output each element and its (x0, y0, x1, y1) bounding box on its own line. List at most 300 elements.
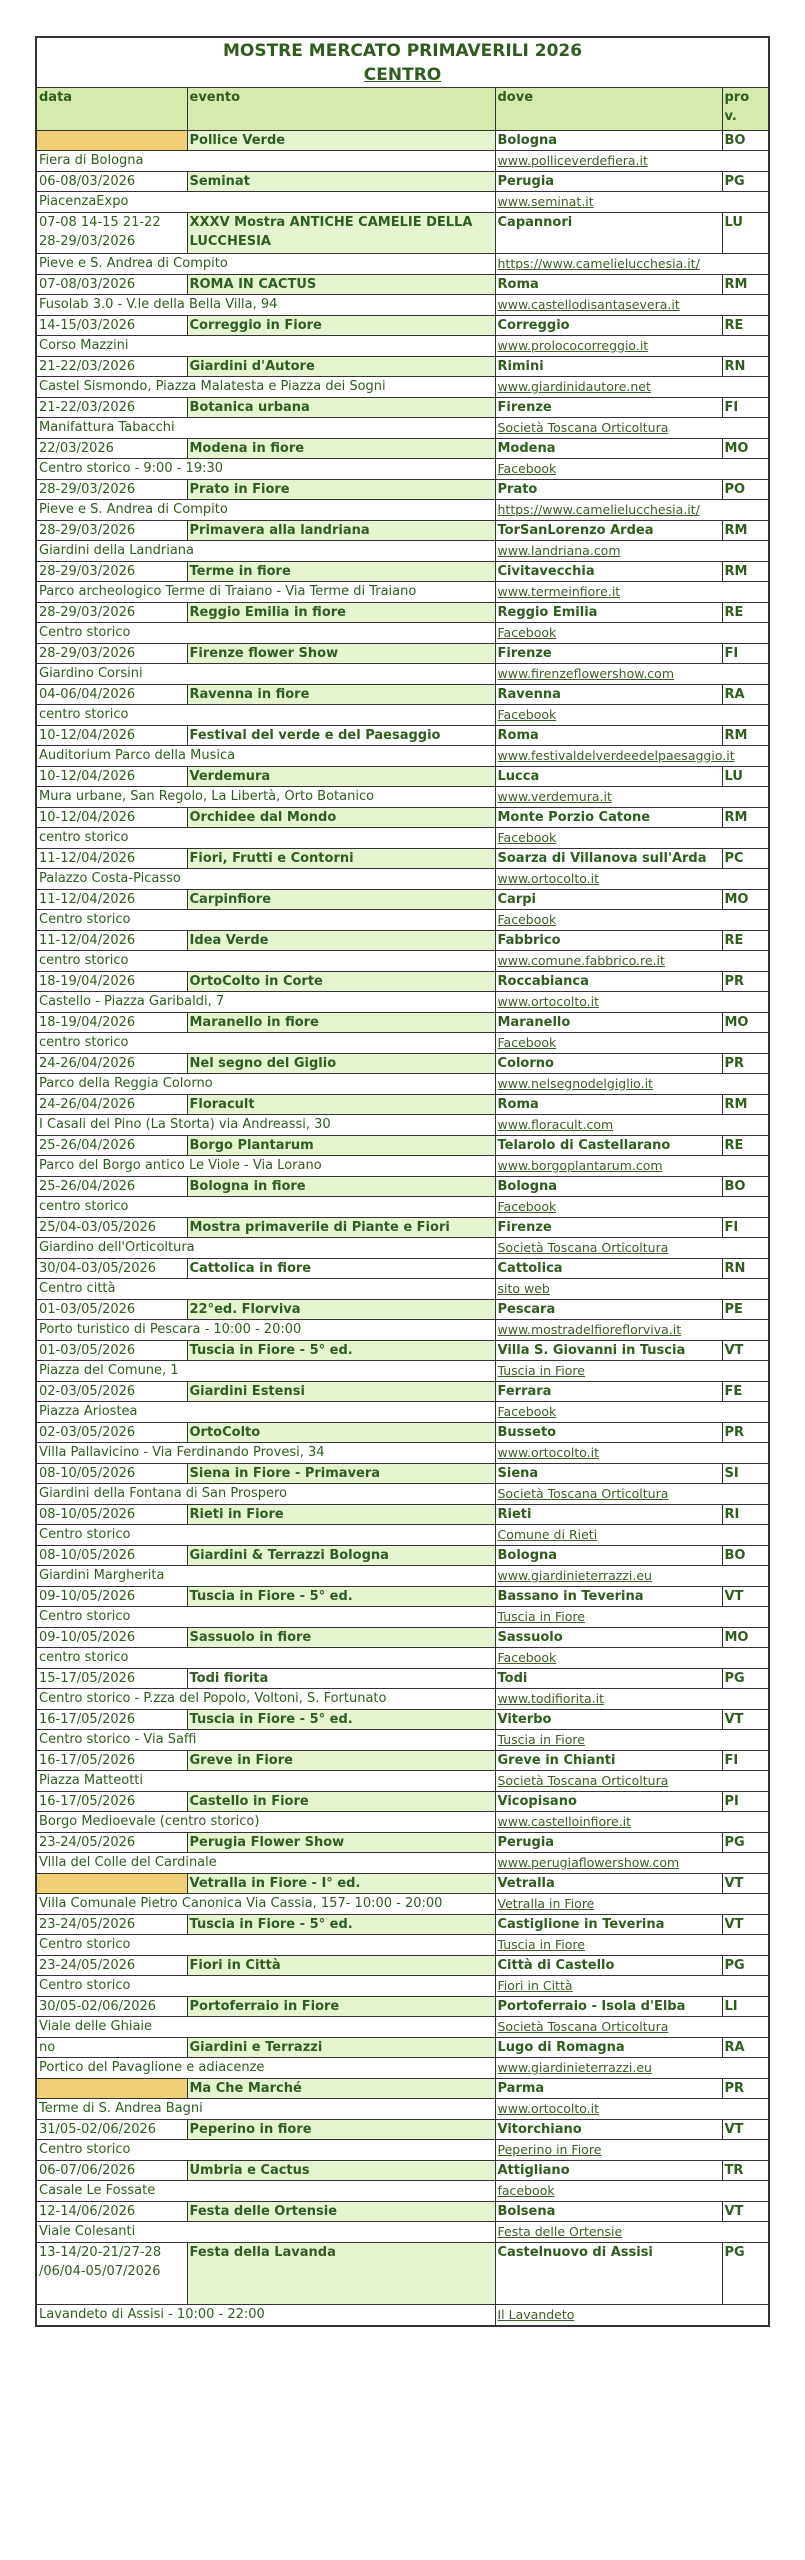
event-link-cell (495, 2140, 769, 2161)
event-name: Correggio in Fiore (187, 316, 495, 336)
event-date: 25-26/04/2026 (36, 1136, 187, 1156)
event-name: Pollice Verde (187, 131, 495, 151)
event-date: 06-08/03/2026 (36, 172, 187, 192)
event-link-cell (495, 459, 769, 480)
event-province: PG (722, 172, 769, 192)
event-province: RM (722, 808, 769, 828)
event-venue: Parco archeologico Terme di Traiano - Via Terme di Traiano (36, 582, 495, 603)
event-link[interactable]: Società Toscana Orticoltura (497, 420, 669, 435)
event-date: 25-26/04/2026 (36, 1177, 187, 1197)
event-link[interactable]: www.perugiaflowershow.com (497, 1855, 680, 1870)
event-row (36, 2079, 769, 2099)
event-province: PG (722, 1956, 769, 1976)
event-row (36, 1710, 769, 1730)
event-link-cell (495, 1730, 769, 1751)
event-row (36, 1341, 769, 1361)
event-name: Tuscia in Fiore - 5° ed. (187, 1587, 495, 1607)
event-link-cell (495, 1566, 769, 1587)
event-venue: Villa Comunale Pietro Canonica Via Cassia, 157- 10:00 - 20:00 (36, 1894, 495, 1915)
event-province: BO (722, 131, 769, 151)
event-link-cell (495, 705, 769, 726)
event-detail-row (36, 336, 769, 357)
event-name: Tuscia in Fiore - 5° ed. (187, 1915, 495, 1935)
event-city: Perugia (495, 172, 722, 192)
event-province: PC (722, 849, 769, 869)
event-name: Greve in Fiore (187, 1751, 495, 1771)
event-link[interactable]: www.borgoplantarum.com (497, 1158, 663, 1173)
event-venue: Centro storico (36, 1607, 495, 1628)
event-detail-row (36, 1976, 769, 1997)
event-link[interactable]: Peperino in Fiore (497, 2142, 602, 2157)
event-detail-row (36, 2058, 769, 2079)
event-city: Lucca (495, 767, 722, 787)
event-link-cell (495, 1443, 769, 1464)
event-link-cell (495, 1197, 769, 1218)
event-detail-row (36, 1115, 769, 1136)
event-province: VT (722, 2202, 769, 2222)
event-date: 18-19/04/2026 (36, 972, 187, 992)
event-row (36, 521, 769, 541)
event-date: 09-10/05/2026 (36, 1628, 187, 1648)
event-link-cell (495, 295, 769, 316)
event-date (36, 1874, 187, 1894)
event-link[interactable]: www.giardinidautore.net (497, 379, 651, 394)
event-link[interactable]: www.festivaldelverdeedelpaesaggio.it (497, 748, 735, 763)
event-venue: Portico del Pavaglione e adiacenze (36, 2058, 495, 2079)
event-row (36, 1300, 769, 1320)
event-link[interactable]: Facebook (497, 1404, 557, 1419)
event-venue: centro storico (36, 1648, 495, 1669)
event-city: Parma (495, 2079, 722, 2099)
event-venue: Auditorium Parco della Musica (36, 746, 495, 767)
event-date: 21-22/03/2026 (36, 398, 187, 418)
event-link[interactable]: www.castelloinfiore.it (497, 1814, 632, 1829)
event-venue: Lavandeto di Assisi - 10:00 - 22:00 (36, 2305, 495, 2327)
event-province: FI (722, 1218, 769, 1238)
event-link[interactable]: Facebook (497, 1035, 557, 1050)
event-date: 23-24/05/2026 (36, 1833, 187, 1853)
event-link[interactable]: https://www.camelielucchesia.it/ (497, 502, 700, 517)
event-detail-row (36, 541, 769, 562)
event-link[interactable]: facebook (497, 2183, 555, 2198)
event-detail-row (36, 2099, 769, 2120)
event-date: 11-12/04/2026 (36, 931, 187, 951)
event-link[interactable]: Vetralla in Fiore (497, 1896, 595, 1911)
event-row (36, 1177, 769, 1197)
event-row (36, 644, 769, 664)
event-link[interactable]: www.giardinieterrazzi.eu (497, 1568, 652, 1583)
event-link[interactable]: www.floracult.com (497, 1117, 614, 1132)
event-detail-row (36, 1935, 769, 1956)
event-province: TR (722, 2161, 769, 2181)
event-row (36, 1587, 769, 1607)
event-date: 28-29/03/2026 (36, 480, 187, 500)
event-link[interactable]: www.termeinfiore.it (497, 584, 621, 599)
event-province: RN (722, 1259, 769, 1279)
event-name: Vetralla in Fiore - I° ed. (187, 1874, 495, 1894)
event-venue: centro storico (36, 1033, 495, 1054)
event-link[interactable]: www.ortocolto.it (497, 871, 600, 886)
event-name: Orchidee dal Mondo (187, 808, 495, 828)
event-link[interactable]: www.prolococorreggio.it (497, 338, 649, 353)
event-row (36, 1259, 769, 1279)
event-city: Bologna (495, 131, 722, 151)
event-province: FI (722, 644, 769, 664)
event-date: 16-17/05/2026 (36, 1710, 187, 1730)
event-link-cell (495, 151, 769, 172)
header-evento: evento (187, 88, 495, 131)
event-link[interactable]: www.castellodisantasevera.it (497, 297, 680, 312)
event-link[interactable]: www.polliceverdefiera.it (497, 153, 648, 168)
event-date: 15-17/05/2026 (36, 1669, 187, 1689)
event-province: RM (722, 1095, 769, 1115)
event-name: Siena in Fiore - Primavera (187, 1464, 495, 1484)
event-city: Greve in Chianti (495, 1751, 722, 1771)
event-city: Busseto (495, 1423, 722, 1443)
event-name: Rieti in Fiore (187, 1505, 495, 1525)
event-venue: Manifattura Tabacchi (36, 418, 495, 439)
event-link-cell (495, 1320, 769, 1341)
event-city: Correggio (495, 316, 722, 336)
event-date: 28-29/03/2026 (36, 521, 187, 541)
event-city: Perugia (495, 1833, 722, 1853)
event-link[interactable]: www.firenzeflowershow.com (497, 666, 675, 681)
event-link-cell (495, 500, 769, 521)
event-venue: Giardini Margherita (36, 1566, 495, 1587)
event-link-cell (495, 869, 769, 890)
event-name: Nel segno del Giglio (187, 1054, 495, 1074)
event-detail-row (36, 992, 769, 1013)
event-detail-row (36, 1156, 769, 1177)
event-city: Città di Castello (495, 1956, 722, 1976)
event-date: 21-22/03/2026 (36, 357, 187, 377)
events-sheet (35, 36, 768, 2327)
event-city: Bologna (495, 1546, 722, 1566)
event-province: VT (722, 1341, 769, 1361)
event-link[interactable]: www.verdemura.it (497, 789, 612, 804)
event-row (36, 439, 769, 459)
event-province: BO (722, 1546, 769, 1566)
title-line-1: MOSTRE MERCATO PRIMAVERILI 2026 (222, 41, 583, 61)
event-name: Firenze flower Show (187, 644, 495, 664)
event-date: 08-10/05/2026 (36, 1505, 187, 1525)
title-row (36, 37, 769, 88)
event-name: Prato in Fiore (187, 480, 495, 500)
event-row (36, 1833, 769, 1853)
event-detail-row (36, 2017, 769, 2038)
event-link[interactable]: Facebook (497, 1199, 557, 1214)
event-city: Colorno (495, 1054, 722, 1074)
event-link[interactable]: www.ortocolto.it (497, 994, 600, 1009)
event-date: 06-07/06/2026 (36, 2161, 187, 2181)
event-link[interactable]: Facebook (497, 625, 557, 640)
event-venue: Giardino Corsini (36, 664, 495, 685)
event-detail-row (36, 1525, 769, 1546)
event-link-cell (495, 2222, 769, 2243)
event-link[interactable]: Tuscia in Fiore (497, 1609, 585, 1624)
event-venue: Piazza Matteotti (36, 1771, 495, 1792)
event-link[interactable]: https://www.camelielucchesia.it/ (497, 256, 700, 271)
header-dove: dove (495, 88, 722, 131)
event-name: Giardini d'Autore (187, 357, 495, 377)
event-name: Festa delle Ortensie (187, 2202, 495, 2222)
event-date: 12-14/06/2026 (36, 2202, 187, 2222)
event-row (36, 1136, 769, 1156)
event-city: Firenze (495, 1218, 722, 1238)
event-province: PO (722, 480, 769, 500)
event-link[interactable]: www.seminat.it (497, 194, 594, 209)
event-link-cell (495, 192, 769, 213)
event-link-cell (495, 623, 769, 644)
event-link-cell (495, 2058, 769, 2079)
event-province: PE (722, 1300, 769, 1320)
event-city: Viterbo (495, 1710, 722, 1730)
event-name: Sassuolo in fiore (187, 1628, 495, 1648)
event-link[interactable]: Società Toscana Orticoltura (497, 1486, 669, 1501)
event-detail-row (36, 951, 769, 972)
event-province: PR (722, 2079, 769, 2099)
event-name: 22°ed. Florviva (187, 1300, 495, 1320)
event-link-cell (495, 418, 769, 439)
event-name: Floracult (187, 1095, 495, 1115)
event-venue: Centro storico - Via Saffi (36, 1730, 495, 1751)
event-link[interactable]: Facebook (497, 1650, 557, 1665)
event-link[interactable]: www.ortocolto.it (497, 2101, 600, 2116)
event-date: no (36, 2038, 187, 2058)
event-venue: Parco della Reggia Colorno (36, 1074, 495, 1095)
event-name: Cattolica in fiore (187, 1259, 495, 1279)
event-city: Prato (495, 480, 722, 500)
event-name: Festival del verde e del Paesaggio (187, 726, 495, 746)
event-name: XXXV Mostra ANTICHE CAMELIE DELLA LUCCHESIA (187, 213, 495, 254)
event-province: SI (722, 1464, 769, 1484)
event-city: Modena (495, 439, 722, 459)
event-city: Castelnuovo di Assisi (495, 2243, 722, 2305)
event-venue: Centro storico (36, 1935, 495, 1956)
event-detail-row (36, 1320, 769, 1341)
event-name: Todi fiorita (187, 1669, 495, 1689)
event-city: Carpi (495, 890, 722, 910)
event-date: 04-06/04/2026 (36, 685, 187, 705)
event-date: 23-24/05/2026 (36, 1915, 187, 1935)
event-row (36, 1915, 769, 1935)
event-link[interactable]: Facebook (497, 912, 557, 927)
event-link-cell (495, 1361, 769, 1382)
event-row (36, 2038, 769, 2058)
event-detail-row (36, 377, 769, 398)
event-detail-row (36, 2181, 769, 2202)
event-link-cell (495, 1853, 769, 1874)
event-city: Fabbrico (495, 931, 722, 951)
event-link[interactable]: www.nelsegnodelgiglio.it (497, 1076, 653, 1091)
event-link-cell (495, 1074, 769, 1095)
event-province: PR (722, 972, 769, 992)
event-row (36, 1423, 769, 1443)
event-city: Civitavecchia (495, 562, 722, 582)
event-detail-row (36, 1894, 769, 1915)
event-link-cell (495, 2305, 769, 2327)
event-detail-row (36, 2305, 769, 2327)
event-detail-row (36, 1648, 769, 1669)
event-city: Portoferraio - Isola d'Elba (495, 1997, 722, 2017)
event-venue: Pieve e S. Andrea di Compito (36, 254, 495, 275)
event-detail-row (36, 623, 769, 644)
event-name: Fiori in Città (187, 1956, 495, 1976)
event-name: Umbria e Cactus (187, 2161, 495, 2181)
event-detail-row (36, 1812, 769, 1833)
event-city: Cattolica (495, 1259, 722, 1279)
event-row (36, 767, 769, 787)
event-venue: Viale delle Ghiaie (36, 2017, 495, 2038)
event-province: PR (722, 1423, 769, 1443)
event-name: Idea Verde (187, 931, 495, 951)
event-name: Botanica urbana (187, 398, 495, 418)
event-link[interactable]: www.mostradelfioreflorviva.it (497, 1322, 682, 1337)
event-date: 28-29/03/2026 (36, 644, 187, 664)
event-row (36, 1956, 769, 1976)
event-venue: Fiera di Bologna (36, 151, 495, 172)
event-detail-row (36, 192, 769, 213)
event-city: Roma (495, 1095, 722, 1115)
event-name: Perugia Flower Show (187, 1833, 495, 1853)
event-venue: centro storico (36, 828, 495, 849)
event-link[interactable]: Società Toscana Orticoltura (497, 1773, 669, 1788)
event-detail-row (36, 1730, 769, 1751)
event-province: MO (722, 1628, 769, 1648)
event-province: PI (722, 1792, 769, 1812)
event-venue: Centro città (36, 1279, 495, 1300)
event-link[interactable]: www.landriana.com (497, 543, 621, 558)
event-date: 01-03/05/2026 (36, 1341, 187, 1361)
event-name: Giardini Estensi (187, 1382, 495, 1402)
event-date: 18-19/04/2026 (36, 1013, 187, 1033)
event-city: Roma (495, 726, 722, 746)
event-venue: Terme di S. Andrea Bagni (36, 2099, 495, 2120)
event-link[interactable]: Comune di Rieti (497, 1527, 598, 1542)
event-link[interactable]: Società Toscana Orticoltura (497, 1240, 669, 1255)
event-name: Tuscia in Fiore - 5° ed. (187, 1341, 495, 1361)
event-city: Monte Porzio Catone (495, 808, 722, 828)
event-city: Telarolo di Castellarano (495, 1136, 722, 1156)
event-link[interactable]: Tuscia in Fiore (497, 1937, 585, 1952)
event-row (36, 1792, 769, 1812)
event-province: VT (722, 1710, 769, 1730)
header-prov (722, 88, 769, 131)
event-date: 23-24/05/2026 (36, 1956, 187, 1976)
event-row (36, 275, 769, 295)
event-link-cell (495, 1648, 769, 1669)
event-link[interactable]: Fiori in Città (497, 1978, 573, 1993)
event-venue: Centro storico (36, 1976, 495, 1997)
event-venue: Parco del Borgo antico Le Viole - Via Lorano (36, 1156, 495, 1177)
event-detail-row (36, 1566, 769, 1587)
event-name: Portoferraio in Fiore (187, 1997, 495, 2017)
event-detail-row (36, 1279, 769, 1300)
event-link-cell (495, 1279, 769, 1300)
event-province: VT (722, 1915, 769, 1935)
event-row (36, 1874, 769, 1894)
event-province: RE (722, 316, 769, 336)
event-link[interactable]: Facebook (497, 830, 557, 845)
event-name: Mostra primaverile di Piante e Fiori (187, 1218, 495, 1238)
event-detail-row (36, 869, 769, 890)
event-link[interactable]: Società Toscana Orticoltura (497, 2019, 669, 2034)
event-link[interactable]: www.todifiorita.it (497, 1691, 604, 1706)
event-row (36, 2120, 769, 2140)
event-date: 11-12/04/2026 (36, 849, 187, 869)
events-table (35, 36, 770, 2327)
event-venue: Porto turistico di Pescara - 10:00 - 20:00 (36, 1320, 495, 1341)
event-venue: centro storico (36, 705, 495, 726)
event-province: PG (722, 2243, 769, 2305)
event-city: Pescara (495, 1300, 722, 1320)
event-venue: I Casali del Pino (La Storta) via Andreassi, 30 (36, 1115, 495, 1136)
event-detail-row (36, 1443, 769, 1464)
event-venue: Giardino dell'Orticoltura (36, 1238, 495, 1259)
event-link-cell (495, 2181, 769, 2202)
event-name: Terme in fiore (187, 562, 495, 582)
event-city: Castiglione in Teverina (495, 1915, 722, 1935)
event-link-cell (495, 1484, 769, 1505)
event-link[interactable]: www.ortocolto.it (497, 1445, 600, 1460)
event-date: 09-10/05/2026 (36, 1587, 187, 1607)
event-row (36, 1464, 769, 1484)
event-link[interactable]: Festa delle Ortensie (497, 2224, 623, 2239)
event-venue: Centro storico (36, 910, 495, 931)
event-link-cell (495, 254, 769, 275)
event-link-cell (495, 1525, 769, 1546)
event-date: 07-08/03/2026 (36, 275, 187, 295)
event-link[interactable]: Facebook (497, 707, 557, 722)
event-province: VT (722, 1587, 769, 1607)
event-city: Bolsena (495, 2202, 722, 2222)
event-detail-row (36, 1484, 769, 1505)
event-city: Firenze (495, 644, 722, 664)
event-row (36, 1628, 769, 1648)
event-link-cell (495, 1156, 769, 1177)
event-city: Reggio Emilia (495, 603, 722, 623)
event-row (36, 972, 769, 992)
event-city: Capannori (495, 213, 722, 254)
event-link[interactable]: Il Lavandeto (497, 2307, 575, 2322)
event-date: 30/05-02/06/2026 (36, 1997, 187, 2017)
event-city: Ferrara (495, 1382, 722, 1402)
event-link[interactable]: Tuscia in Fiore (497, 1732, 585, 1747)
event-detail-row (36, 500, 769, 521)
event-date: 13-14/20-21/27-28 /06/04-05/07/2026 (36, 2243, 187, 2305)
event-venue: centro storico (36, 951, 495, 972)
event-row (36, 2243, 769, 2305)
event-detail-row (36, 1197, 769, 1218)
event-province: FI (722, 1751, 769, 1771)
event-city: Bologna (495, 1177, 722, 1197)
event-date: 10-12/04/2026 (36, 726, 187, 746)
event-link[interactable]: Facebook (497, 461, 557, 476)
event-row (36, 1382, 769, 1402)
event-date: 08-10/05/2026 (36, 1546, 187, 1566)
event-date: 31/05-02/06/2026 (36, 2120, 187, 2140)
event-link[interactable]: sito web (497, 1281, 550, 1296)
event-link[interactable]: Tuscia in Fiore (497, 1363, 585, 1378)
event-province: RA (722, 2038, 769, 2058)
event-row (36, 890, 769, 910)
event-link[interactable]: www.comune.fabbrico.re.it (497, 953, 665, 968)
event-province: RN (722, 357, 769, 377)
event-detail-row (36, 1771, 769, 1792)
event-link[interactable]: www.giardinieterrazzi.eu (497, 2060, 652, 2075)
event-row (36, 849, 769, 869)
event-venue: Fusolab 3.0 - V.le della Bella Villa, 94 (36, 295, 495, 316)
